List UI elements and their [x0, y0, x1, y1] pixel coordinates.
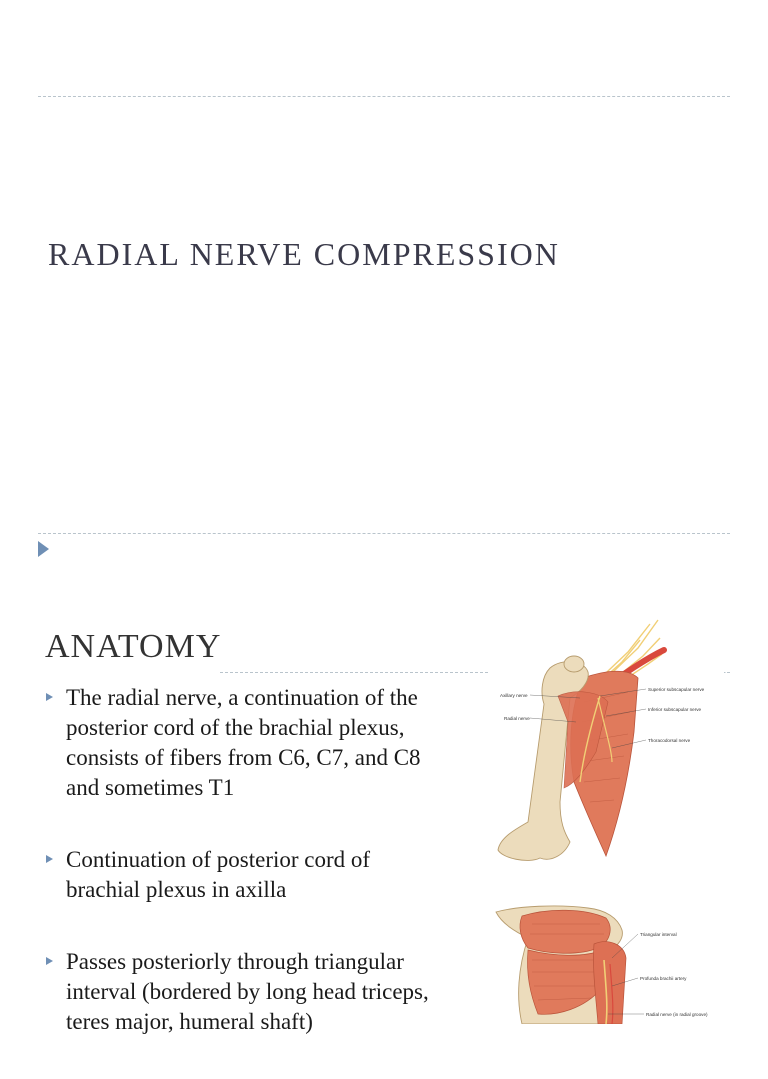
bullet-text: Continuation of posterior cord of brachial plexus in axilla: [66, 847, 371, 902]
posterior-shoulder-figure: [488, 898, 724, 1024]
label-radial-nerve-groove: Radial nerve (in radial groove): [646, 1012, 708, 1017]
bullet-text: Passes posteriorly through triangular interval (bordered by long head triceps, teres major, humeral shaft): [66, 949, 429, 1034]
shoulder-anatomy-figure: [488, 612, 724, 874]
list-item: [45, 683, 445, 803]
list-item: [45, 845, 445, 905]
slide-marker-icon: [38, 541, 49, 557]
bullet-list: [45, 683, 445, 1079]
bullet-text: The radial nerve, a continuation of the posterior cord of the brachial plexus, consists of fibers from C6, C7, and C8 and sometimes T1: [66, 685, 421, 800]
label-superior-subscapular-nerve: Superior subscapular nerve: [648, 687, 705, 692]
bullet-arrow-icon: [46, 855, 53, 863]
label-profunda-brachii-artery: Profunda brachii artery: [640, 976, 687, 981]
label-thoracodorsal-nerve: Thoracodorsal nerve: [648, 738, 691, 743]
label-axillary-nerve: Axillary nerve: [500, 693, 528, 698]
slide1-top-divider: [38, 96, 730, 97]
label-triangular-interval: Triangular interval: [640, 932, 677, 937]
slide-title: RADIAL NERVE COMPRESSION: [48, 236, 560, 272]
teres-muscle: [593, 942, 626, 1024]
bullet-arrow-icon: [46, 957, 53, 965]
label-inferior-subscapular-nerve: Inferior subscapular nerve: [648, 707, 702, 712]
slide2-top-divider: [38, 533, 730, 534]
section-heading: ANATOMY: [45, 628, 222, 665]
heading-divider: [220, 672, 488, 673]
bullet-arrow-icon: [46, 693, 53, 701]
coracoid-process: [564, 656, 584, 672]
label-radial-nerve: Radial nerve: [504, 716, 530, 721]
